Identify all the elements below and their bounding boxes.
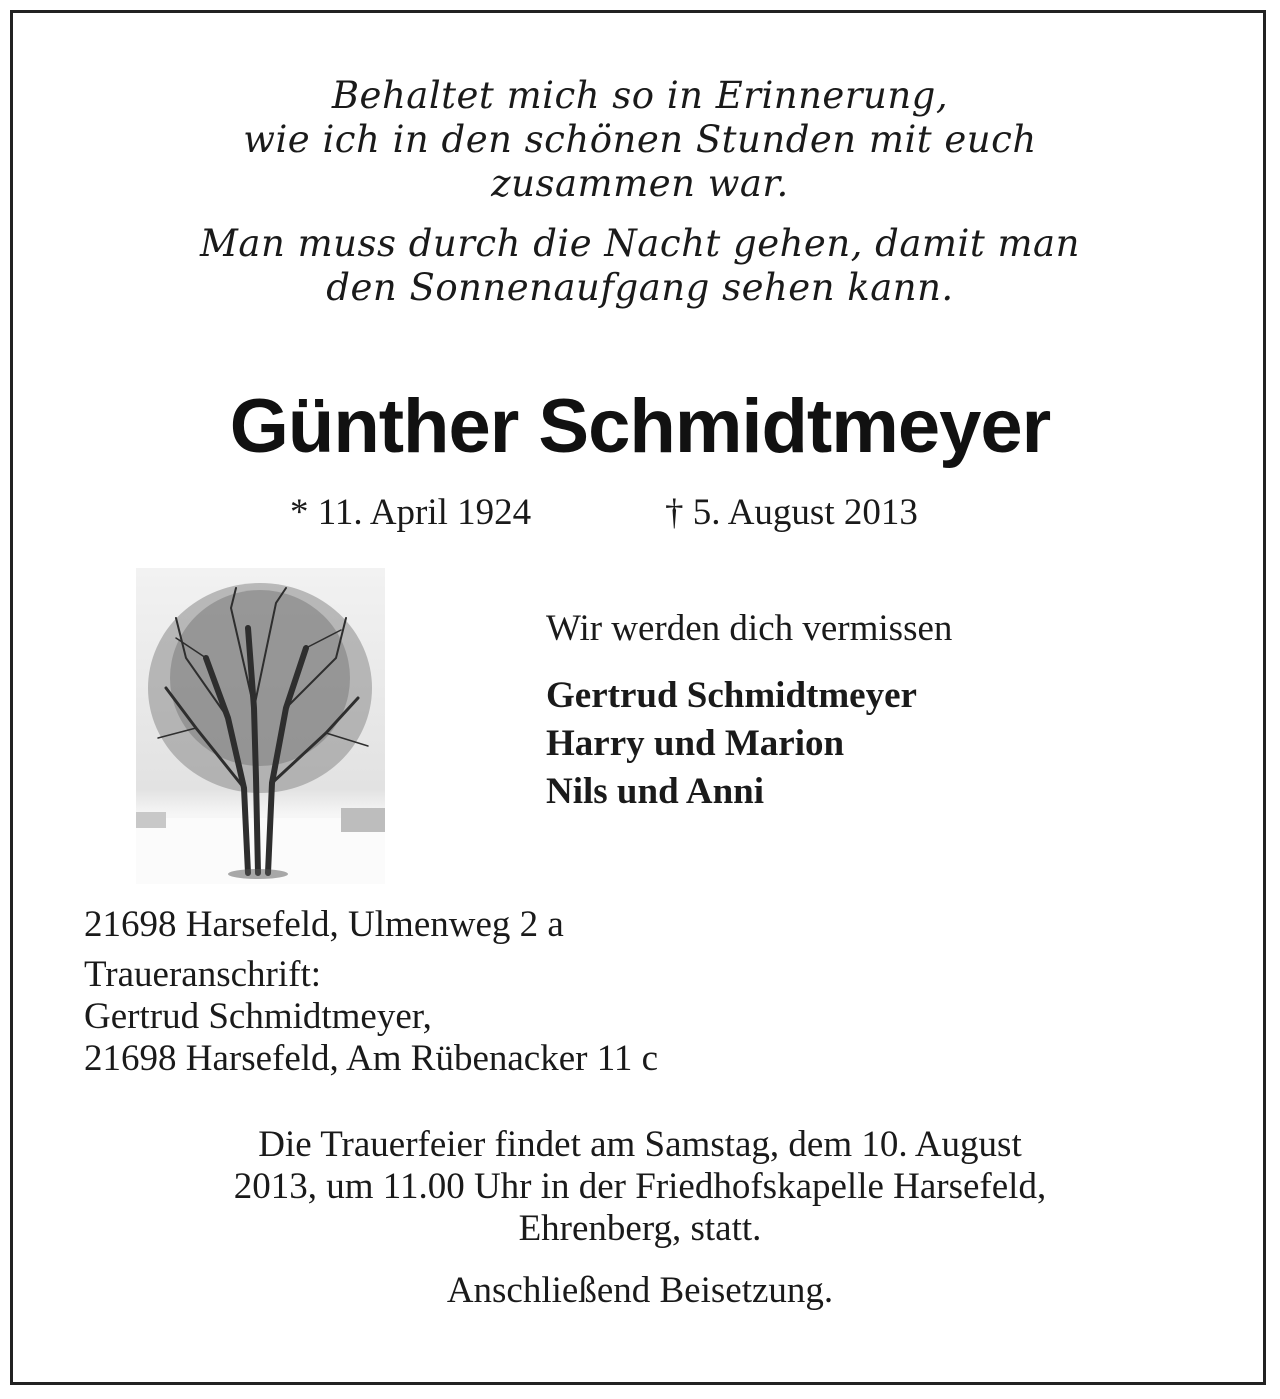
home-address: 21698 Harsefeld, Ulmenweg 2 a <box>84 904 564 945</box>
tree-illustration <box>136 568 385 884</box>
birth-date: * 11. April 1924 <box>290 492 532 533</box>
family-member: Nils und Anni <box>546 771 765 812</box>
miss-you-line: Wir werden dich vermissen <box>546 608 953 649</box>
mourning-address-name: Gertrud Schmidtmeyer, <box>84 996 432 1037</box>
mourning-address-label: Traueranschrift: <box>84 954 322 995</box>
burial-note: Anschließend Beisetzung. <box>446 1270 834 1311</box>
sunrise-quote <box>0 222 1280 310</box>
mourning-address-street: 21698 Harsefeld, Am Rübenacker 11 c <box>84 1038 659 1079</box>
service-line: Die Trauerfeier findet am Samstag, dem 10. August <box>258 1124 1022 1165</box>
death-date: † 5. August 2013 <box>665 492 918 533</box>
memorial-quote <box>0 74 1280 206</box>
quote-line: Behaltet mich so in Erinnerung, <box>331 74 949 117</box>
quote-line: zusammen war. <box>491 162 789 205</box>
winter-tree-photo <box>136 568 385 884</box>
service-line: 2013, um 11.00 Uhr in der Friedhofskapelle Harsefeld, <box>233 1166 1047 1207</box>
funeral-service-text <box>0 1124 1280 1250</box>
quote-line: wie ich in den schönen Stunden mit euch <box>243 118 1037 161</box>
quote-line: den Sonnenaufgang sehen kann. <box>326 266 954 309</box>
family-member: Gertrud Schmidtmeyer <box>546 675 917 716</box>
service-line: Ehrenberg, statt. <box>518 1208 762 1249</box>
family-member: Harry und Marion <box>546 723 845 764</box>
deceased-name: Günther Schmidtmeyer <box>229 384 1051 469</box>
quote-line: Man muss durch die Nacht gehen, damit man <box>200 222 1080 265</box>
